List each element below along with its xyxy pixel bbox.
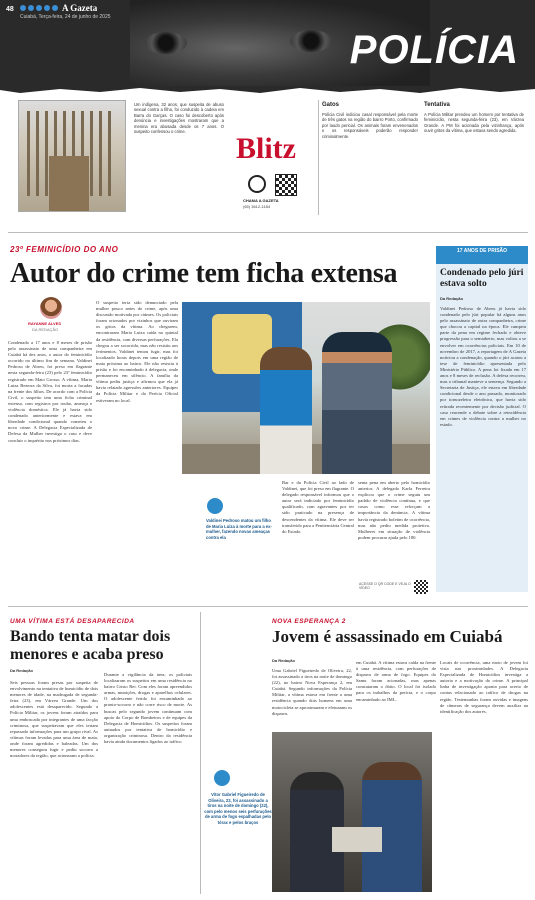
sidebar-text: Valdinei Pedroso de Abreu já havia sido condenado pelo júri popular há alguns anos pelo assassinato de outra companheira, crime que chocou a capital na época. Ele cumpriu parte da pena em regime fechado e obteve progressão para o semiaberto, mas voltou a se envolver em ocorrências policiais. Em 10 de novembro de 2017, a reportagem de A Gazeta noticiou a condenação, quando o júri acatou a tese de feminicídio apresentada pelo Ministério Público. A pena foi fixada em 17 anos e 8 meses de reclusão. A defesa recorreu, mas o tribunal manteve a sentença. Segundo a Secretaria de Justiça, ele estava em liberdade condicional desde o ano passado, monitorado por tornozeleira eletrônica, que havia sido retirada recentemente por decisão judicial. O caso reacende o debate sobre a reincidência em crimes de violência contra a mulher no estado.	[440, 306, 526, 427]
author-avatar	[40, 297, 62, 319]
main-col-4: senta pena em aberto pelo homicídio anterior. A delegada Karla Ferreira explicou que o crime seguiu um padrão de violência contínua, e que casos como esse reforçam a importância da denúncia. A vítima havia registrado boletim de ocorrência, mas não pediu medida protetiva. Mulheres em situação de violência podem procurar ajuda pelo 180.	[358, 480, 430, 540]
main-col-1: Condenado a 17 anos e 8 meses de prisão pelo assassinato de uma companheira em Cuiabá há dez anos, o autor do feminicídio ocorrido no último fim de semana, Valdinei Pedroso de Abreu, foi preso em flagrante nesta segunda-feira (23) pelo 23º feminicídio registrado em Mato Grosso. A vítima, Maria Luiza Bezerra da Silva, foi morta a facadas na frente dos filhos. De acordo com a Polícia Civil, o suspeito tem uma ficha criminal extensa, com registros por roubo, ameaça e violência doméstica. Ele já havia sido condenado anteriormente e estava em liberdade condicional quando cometeu o novo crime. A Delegacia Especializada de Defesa da Mulher investiga o caso e deve concluir o inquérito nos próximos dias.	[8, 340, 92, 443]
dateline: Cuiabá, Terça-feira, 24 de junho de 2025	[20, 14, 111, 20]
author-role: DA REDAÇÃO	[32, 327, 59, 332]
story3-kicker: NOVA ESPERANÇA 2	[272, 618, 346, 625]
story3-col-3: Locais de ocorrência, uma moto de jovem foi vista nas proximidades. A Delegacia Especializada de Homicídios investiga a autoria e a motivação do crime. A principal linha de investigação aponta para acerto de contas relacionado ao tráfico de drogas na região. Testemunhas foram ouvidas e imagens de câmeras de segurança devem auxiliar na identificação dos autores.	[440, 660, 528, 714]
sidebar-title: Condenado pelo júri estava solto	[440, 268, 524, 289]
story2-kicker: UMA VÍTIMA ESTÁ DESAPARECIDA	[10, 618, 135, 625]
main-photo-caption: Valdinei Pedroso matou um filho de Maria Luiza à morte para a ex-mulher, fazendo novas ameaças contra ela	[206, 518, 272, 540]
camera-icon-2	[214, 770, 230, 786]
blitz-lead-text: Um indígena, 32 anos, que suspeita de abuso sexual contra a filha, foi conduzido à cadeia em Barra do Garças. O caso foi descoberto após denúncia e investigações mostraram que a menina era abusada desde os 7 anos. O suspeito confessou o crime.	[134, 102, 224, 135]
story3-photo-caption: Vítor Gabriel Figueiredo de Oliveira, 22, foi assassinado a tiros na noite de domingo (22), com pelo menos seis perfurações de arma de fogo espalhadas pelo tórax e pelos braços	[204, 792, 272, 825]
whatsapp-icon	[248, 175, 266, 193]
main-kicker: 23º FEMINICÍDIO DO ANO	[10, 245, 119, 254]
torn-edge	[0, 86, 535, 94]
story2-byline: Da Redação	[10, 668, 33, 673]
main-photo	[182, 302, 430, 474]
camera-icon	[207, 498, 223, 514]
story3-col-2: em Cuiabá. A vítima estava caída na frente à uma residência, com perfurações de disparos de arma de fogo. Equipes do Samu foram acionadas, mas apenas constataram o óbito. O local foi isolado para os trabalhos da perícia, e o corpo encaminhado ao IML.	[356, 660, 436, 702]
story2-col-1: Seis pessoas foram presas por suspeita de envolvimento na tentativa de homicídio de dois menores de idade, na madrugada de segunda-feira (23), em Várzea Grande. Um dos adolescentes está desaparecido. Segundo a Polícia Militar, os jovens foram atraídos para uma emboscada por integrantes de uma facção criminosa, que suspeitavam que eles teriam repassado informações para um grupo rival. As vítimas foram levadas para uma área de mata, onde foram agredidas e baleadas. Um dos menores conseguiu fugir e pediu socorro a moradores da região, que acionaram a polícia.	[10, 680, 98, 759]
story3-photo	[272, 732, 432, 892]
gatos-heading: Gatos	[322, 102, 340, 108]
contact-phone: (65) 3612-1184	[243, 204, 271, 209]
tentativa-text: A Polícia Militar prendeu um homem por tentativa de feminicídio, nesta segunda-feira (23), em Várzea Grande. A PM foi acionada pela vizinhança, após ouvir gritos da vítima, que estava sendo agredida.	[424, 112, 524, 134]
sidebar-label: 17 ANOS DE PRISÃO	[436, 246, 528, 264]
main-col-3: Bar e da Polícia Civil ao lado de Valdinei, que foi preso em flagrante. O delegado responsável informou que o autor será indiciado por feminicídio qualificado, com agravantes por ter sido praticado na presença de descendentes da vítima. Ele deve ser transferido para a Penitenciária Central do Estado.	[282, 480, 354, 534]
main-col-2: O suspeito teria sido denunciado pela mulher pouco antes do crime, após uma discussão motivada por ciúmes. Os policiais foram acionados por vizinhos que ouviram os gritos da vítima. Ao chegarem, encontraram Maria Luiza caída no quintal da residência, com diversas perfurações. Ela chegou a ser socorrida, mas não resistiu aos ferimentos. Valdinei tentou fugir, mas foi localizado horas depois em uma região de mata próxima ao bairro. Ele não resistiu à prisão e foi encaminhado à delegacia, onde permaneceu em silêncio. A família da vítima pediu justiça e afirmou que ela já havia relatado agressões anteriores. Equipes da Polícia Militar e da Perícia Oficial estiveram no local.	[96, 300, 178, 403]
page-number: 48	[6, 6, 14, 13]
publisher-logo-dots	[20, 5, 58, 11]
tentativa-heading: Tentativa	[424, 102, 450, 108]
story2-col-2: Durante a vigilância da área, os policiais localizaram os suspeitos em uma residência no bairro Cristo Rei. Com eles foram apreendidos armas, munições, drogas e aparelhos celulares. O adolescente ferido foi encaminhado ao pronto-socorro e não corre risco de morte. As buscas pelo segundo jovem continuam com apoio do Corpo de Bombeiros e de equipes da Delegacia de Homicídios. Os suspeitos foram autuados por tentativa de homicídio e organização criminosa. Dentro da residência havia ainda documentos ligados ao tráfico.	[104, 672, 192, 745]
video-qr-icon	[414, 580, 428, 594]
sidebar-byline: Da Redação	[440, 296, 463, 301]
story3-byline: Da Redação	[272, 658, 295, 663]
contact-label: CHAMA A GAZETA	[243, 198, 279, 203]
main-headline: Autor do crime tem ficha extensa	[10, 258, 398, 289]
gatos-text: Polícia Civil indiciou casal responsável pela morte de três gatos na região do bairro Porto, confirmado por laudo pericial. Os animais foram envenenados e os responsáveis poderão responder criminalmente.	[322, 112, 418, 139]
qr-code-icon	[275, 174, 297, 196]
header-eye-left	[145, 32, 187, 54]
masthead: A Gazeta	[62, 3, 98, 13]
section-title: POLÍCIA	[349, 28, 519, 72]
qr-caption: ACESSE O QR CODE E VEJA O VÍDEO	[359, 582, 411, 590]
blitz-logo: Blitz	[236, 132, 296, 165]
story3-headline: Jovem é assassinado em Cuiabá	[272, 627, 503, 646]
story3-col-1: Uma Gabriel Figueiredo de Oliveira, 22, foi assassinado a tiros na noite de domingo (22), no bairro Nova Esperança 2, em Cuiabá. Segundo informações da Polícia Militar, a vítima estava em frente a uma residência quando dois homens em uma motocicleta se aproximaram e efetuaram os disparos.	[272, 668, 352, 716]
story2-headline: Bando tenta matar dois menores e acaba preso	[10, 628, 171, 663]
header-eye-right	[290, 30, 332, 52]
cell-photo	[18, 100, 126, 212]
author-name: RAYANNE ALVES	[28, 321, 62, 326]
